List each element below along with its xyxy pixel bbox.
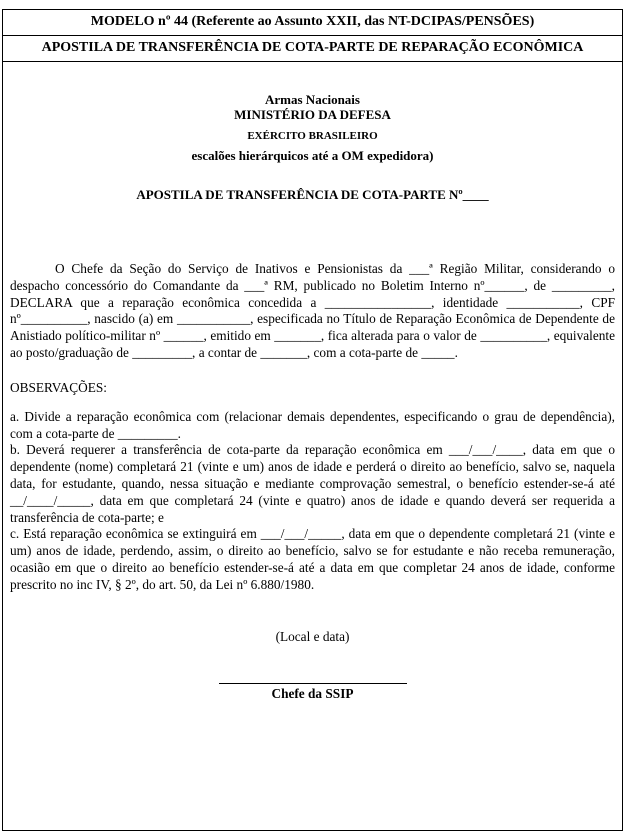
signature-title: Chefe da SSIP	[271, 685, 354, 701]
ministry-line: MINISTÉRIO DA DEFESA	[234, 107, 391, 122]
apostille-title: APOSTILA DE TRANSFERÊNCIA DE COTA-PARTE Nº____	[136, 187, 489, 202]
observations-list	[10, 409, 615, 594]
document-body	[3, 92, 622, 702]
signature-line	[219, 683, 407, 684]
observation-item-a: a. Divide a reparação econômica com (relacionar demais dependentes, especificando o grau de dependência), com a cota-parte de _________.	[10, 408, 615, 441]
observations-label: OBSERVAÇÕES:	[10, 379, 107, 395]
observation-item-c: c. Está reparação econômica se extinguirá em ___/___/_____, data em que o dependente completará 21 (vinte e um) anos de idade, perdendo, assim, o direito ao benefício, salvo se for estudante e não receba remuneração, ocasião em que o direito ao benefício estender-se-á até a data em que completar 24 anos de idade, conforme prescrito no inc IV, § 2º, do art. 50, da Lei nº 6.880/1980.	[10, 526, 615, 592]
place-and-date: (Local e data)	[275, 628, 350, 644]
document-frame	[2, 9, 623, 831]
main-paragraph: O Chefe da Seção do Serviço de Inativos e Pensionistas da ___ª Região Militar, considerando o despacho concessório do Comandante da ___ª RM, publicado no Boletim Interno nº______, de _________, DECLARA que a reparação econômica concedida a ________________, identidade ___________, CPF nº__________, nascido (a) em ___________, especificada no Título de Reparação Econômica de Dependente de Anistiado político-militar nº ______, emitido em _______, fica alterada para o valor de __________, equivalente ao posto/graduação de _________, a contar de _______, com a cota-parte de _____.	[10, 261, 615, 360]
army-line: EXÉRCITO BRASILEIRO	[247, 130, 378, 142]
observation-item-b: b. Deverá requerer a transferência de cota-parte da reparação econômica em ___/___/____, data em que o dependente (nome) completará 21 (vinte e um) anos de idade e perderá o direito ao benefício, salvo se, naquela data, for estudante, quando, nessa situação e mediante comprovação semestral, o benefício estender-se-á até __/____/_____, data em que completará 24 (vinte e quatro) anos de idade e quando deverá ser requerida a transferência de cota-parte; e	[10, 442, 615, 525]
model-header: MODELO nº 44 (Referente ao Assunto XXII, das NT-DCIPAS/PENSÕES)	[3, 10, 622, 36]
document-header-title: APOSTILA DE TRANSFERÊNCIA DE COTA-PARTE DE REPARAÇÃO ECONÔMICA	[3, 36, 622, 62]
echelons-line: escalões hierárquicos até a OM expedidora)	[191, 148, 434, 163]
arms-line: Armas Nacionais	[265, 92, 360, 107]
